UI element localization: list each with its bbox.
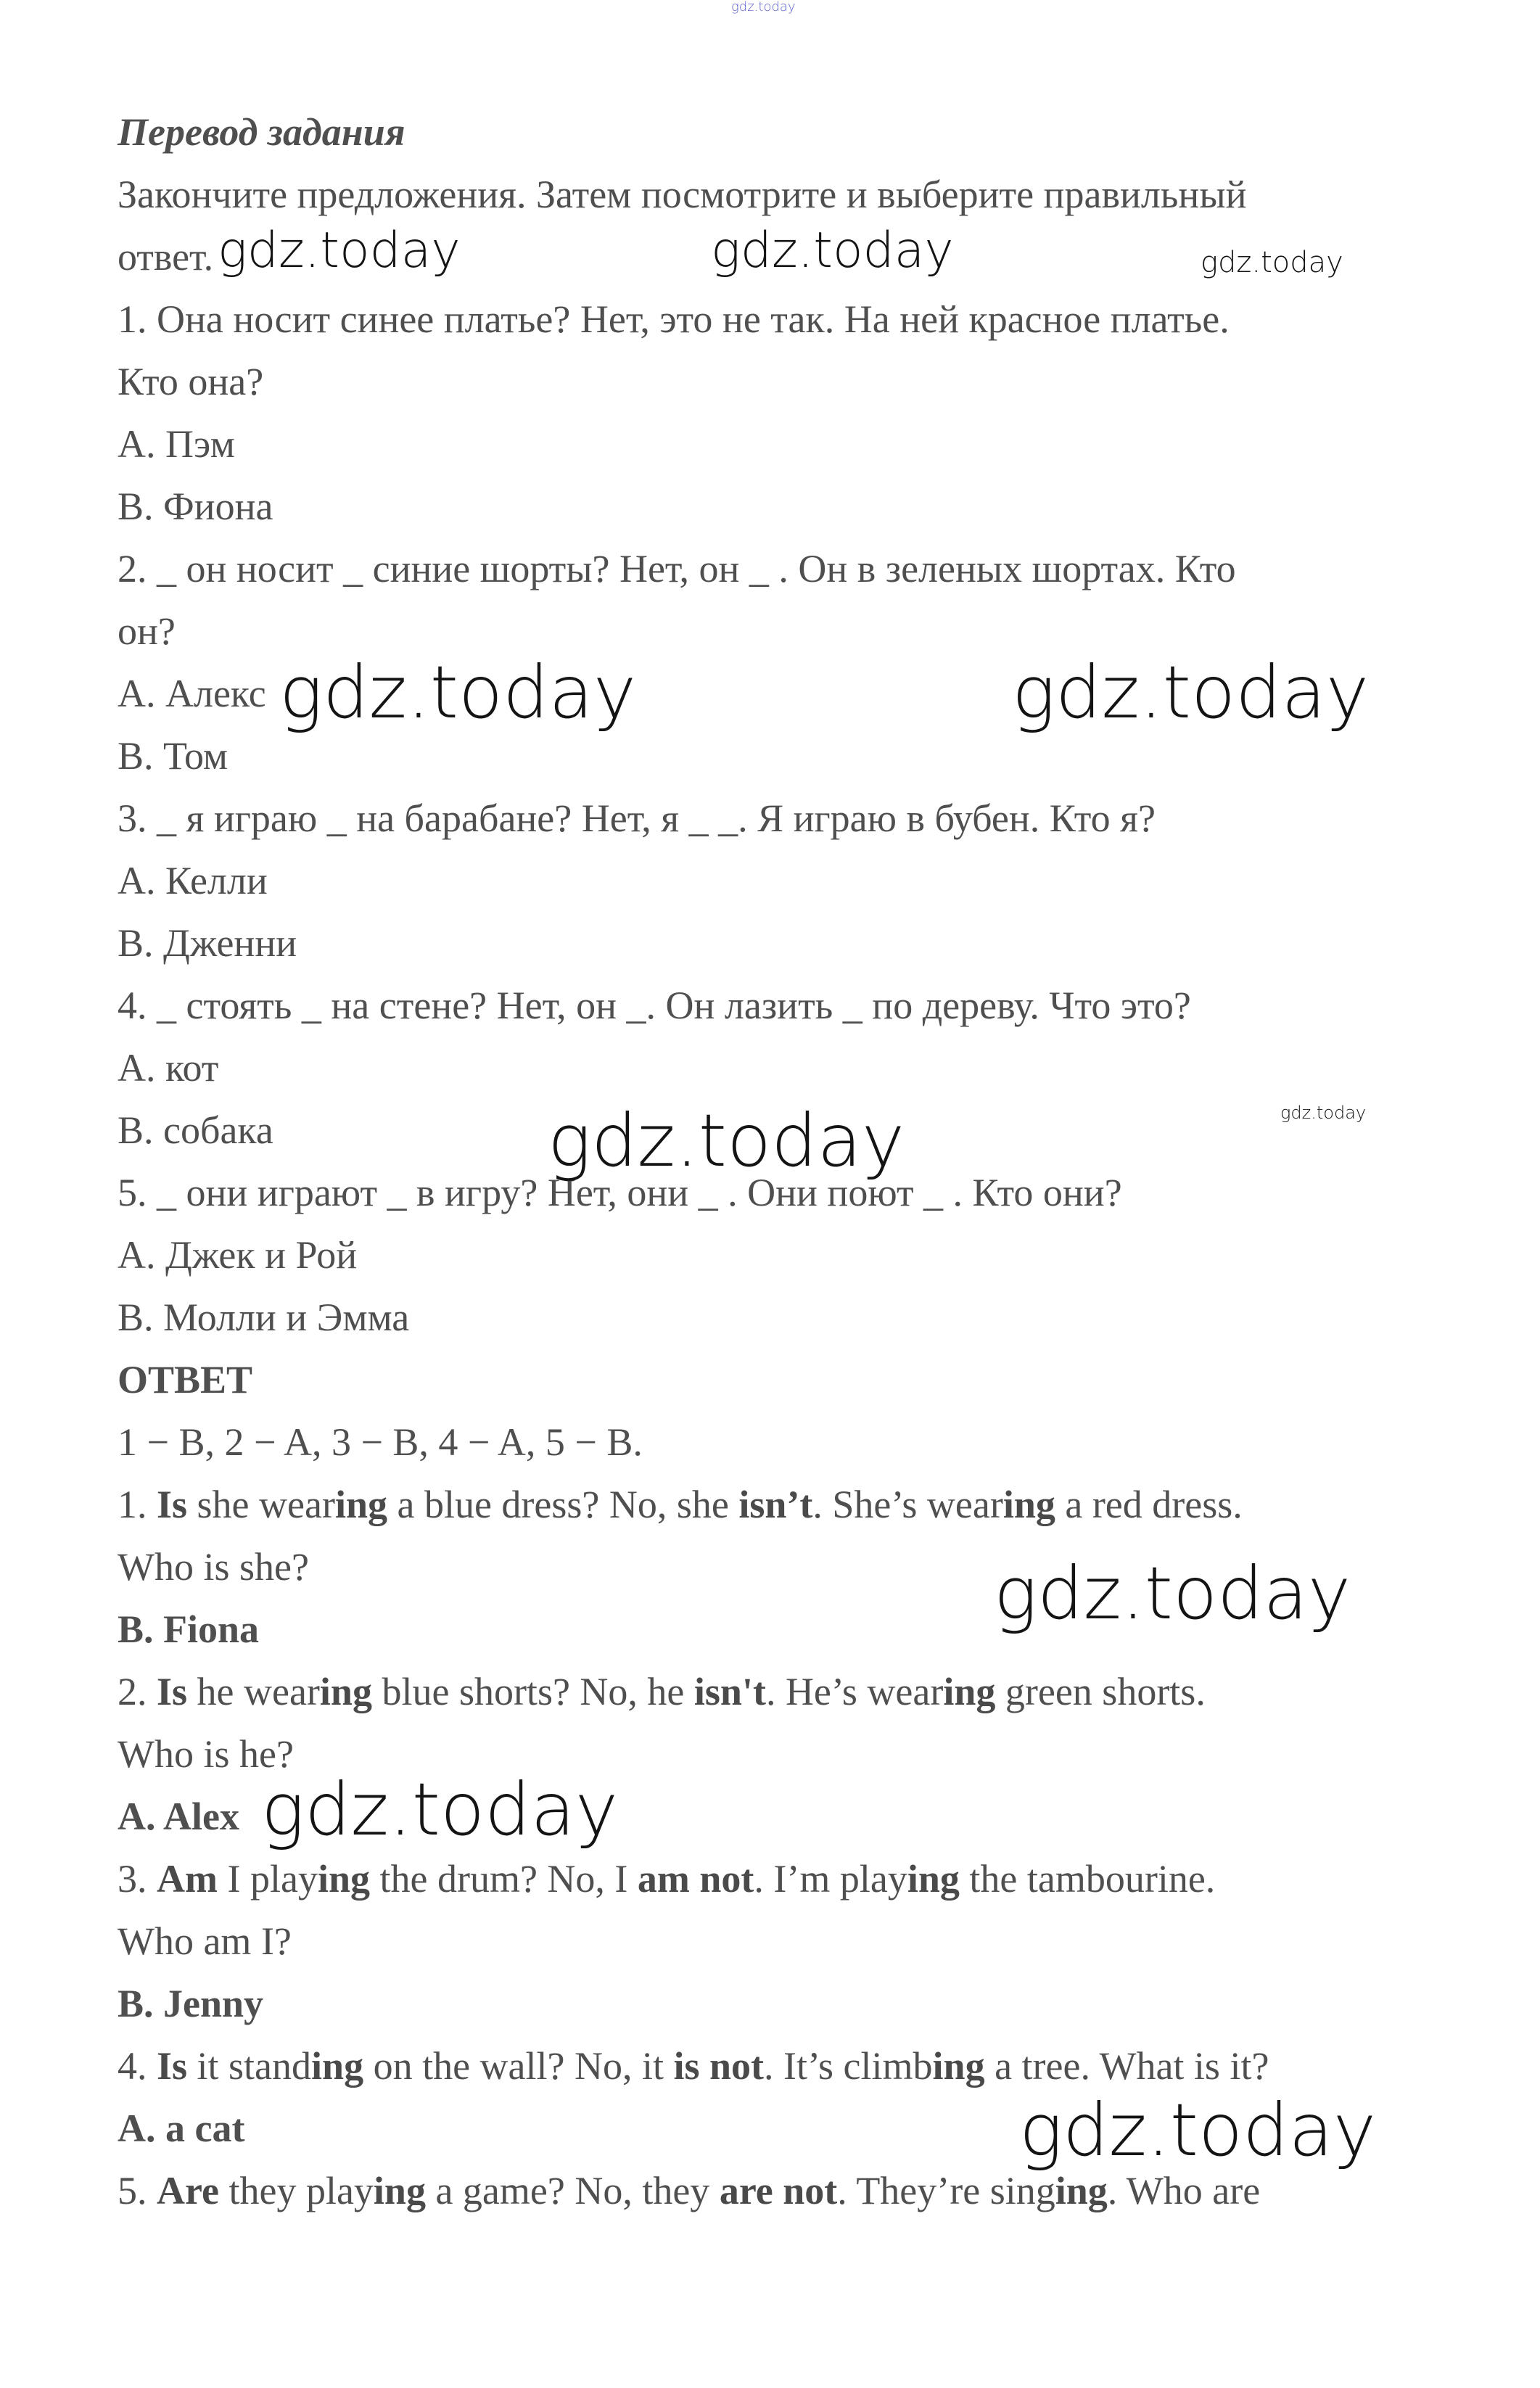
watermark: gdz.today [1019,2088,1377,2173]
option-2b: B. Том [118,734,228,778]
watermark: gdz.today [261,1767,619,1852]
question-1-line-2: Кто она? [118,360,264,403]
watermark: gdz.today [731,0,796,15]
sentence-3-answer: B. Jenny [118,1982,264,2025]
watermark: gdz.today [1012,650,1370,735]
sentence-2-line-1: 2. Is he wearing blue shorts? No, he isn't. He’s wearing green shorts. [118,1670,1206,1713]
watermark: gdz.today [548,1098,905,1183]
watermark: gdz.today [218,222,461,279]
sentence-4-answer: A. a cat [118,2107,245,2150]
option-1a: A. Пэм [118,422,235,466]
option-5a: A. Джек и Рой [118,1233,358,1277]
option-4a: A. кот [118,1046,219,1090]
sentence-5-line-1: 5. Are they playing a game? No, they are not. They’re singing. Who are [118,2169,1261,2212]
option-4b: B. собака [118,1108,273,1152]
answer-key: 1 − B, 2 − A, 3 − B, 4 − A, 5 − B. [118,1420,643,1464]
answer-heading: ОТВЕТ [118,1358,253,1401]
sentence-1-line-1: 1. Is she wearing a blue dress? No, she isn’t. She’s wearing a red dress. [118,1483,1243,1526]
instruction-line-1: Закончите предложения. Затем посмотрите и выберите правильный [118,173,1247,216]
option-5b: B. Молли и Эмма [118,1296,410,1339]
sentence-4-line-1: 4. Is it standing on the wall? No, it is not. It’s climbing a tree. What is it? [118,2044,1269,2088]
watermark: gdz.today [279,650,637,735]
sentence-3-line-1: 3. Am I playing the drum? No, I am not. I’m playing the tambourine. [118,1857,1216,1901]
question-5: 5. _ они играют _ в игру? Нет, они _ . Они поют _ . Кто они? [118,1171,1122,1214]
question-1-line-1: 1. Она носит синее платье? Нет, это не так. На ней красное платье. [118,297,1230,341]
sentence-2-line-2: Who is he? [118,1732,294,1776]
sentence-1-answer: B. Fiona [118,1607,260,1651]
watermark: gdz.today [1280,1103,1367,1123]
sentence-2-answer: A. Alex [118,1795,239,1838]
question-3: 3. _ я играю _ на барабане? Нет, я _ _. Я играю в бубен. Кто я? [118,796,1156,840]
instruction-line-2: ответ. [118,235,214,279]
watermark: gdz.today [994,1551,1351,1636]
translation-title: Перевод задания [118,110,405,154]
sentence-3-line-2: Who am I? [118,1919,292,1963]
watermark: gdz.today [711,222,954,279]
sentence-1-line-2: Who is she? [118,1545,309,1589]
option-1b: B. Фиона [118,485,273,528]
question-2-line-1: 2. _ он носит _ синие шорты? Нет, он _ . Он в зеленых шортах. Кто [118,547,1236,590]
option-3a: A. Келли [118,859,268,902]
question-4: 4. _ стоять _ на стене? Нет, он _. Он лазить _ по дереву. Что это? [118,984,1191,1027]
option-3b: B. Дженни [118,921,297,965]
watermark: gdz.today [1201,246,1343,279]
option-2a: A. Алекс [118,672,266,715]
question-2-line-2: он? [118,609,176,653]
